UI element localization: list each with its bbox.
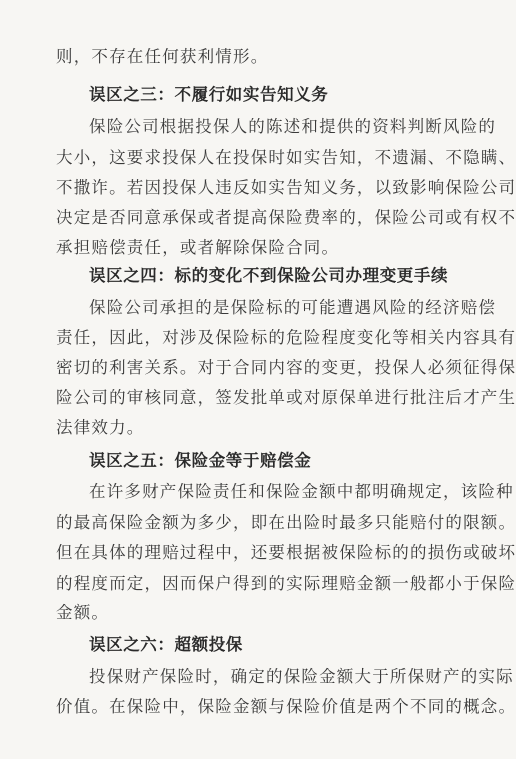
paragraph-line: 则，不存在任何获利情形。: [56, 47, 269, 66]
paragraph-line: 保险公司承担的是保险标的可能遭遇风险的经济赔偿: [89, 298, 497, 317]
paragraph-line: 但在具体的理赔过程中，还要根据被保险标的的损伤或破坏: [56, 543, 516, 562]
section-heading: 误区之六：超额投保: [89, 635, 243, 654]
paragraph-line: 的程度而定，因而保户得到的实际理赔金额一般都小于保险: [56, 574, 516, 593]
paragraph-line: 决定是否同意承保或者提高保险费率的，保险公司或有权不: [56, 208, 516, 227]
paragraph-line: 险公司的审核同意，签发批单或对原保单进行批注后才产生: [56, 388, 516, 407]
paragraph-line: 在许多财产保险责任和保险金额中都明确规定，该险种: [89, 482, 514, 501]
section-heading: 误区之四：标的变化不到保险公司办理变更手续: [89, 266, 449, 285]
paragraph-line: 责任，因此，对涉及保险标的危险程度变化等相关内容具有: [56, 328, 516, 347]
paragraph-line: 承担赔偿责任，或者解除保险合同。: [56, 238, 340, 257]
paragraph-line: 投保财产保险时，确定的保险金额大于所保财产的实际: [89, 667, 514, 686]
paragraph-line: 密切的利害关系。对于合同内容的变更，投保人必须征得保: [56, 358, 516, 377]
paragraph-line: 法律效力。: [56, 418, 145, 437]
paragraph-line: 金额。: [56, 603, 110, 622]
paragraph-line: 的最高保险金额为多少，即在出险时最多只能赔付的限额。: [56, 513, 516, 532]
paragraph-line: 不撒诈。若因投保人违反如实告知义务，以致影响保险公司: [56, 178, 516, 197]
section-heading: 误区之三：不履行如实告知义务: [89, 85, 329, 104]
paragraph-line: 价值。在保险中，保险金额与保险价值是两个不同的概念。: [56, 697, 516, 716]
paragraph-line: 保险公司根据投保人的陈述和提供的资料判断风险的: [89, 117, 497, 136]
paragraph-line: 大小，这要求投保人在投保时如实告知，不遗漏、不隐瞒、: [56, 148, 516, 167]
section-heading: 误区之五：保险金等于赔偿金: [89, 451, 312, 470]
